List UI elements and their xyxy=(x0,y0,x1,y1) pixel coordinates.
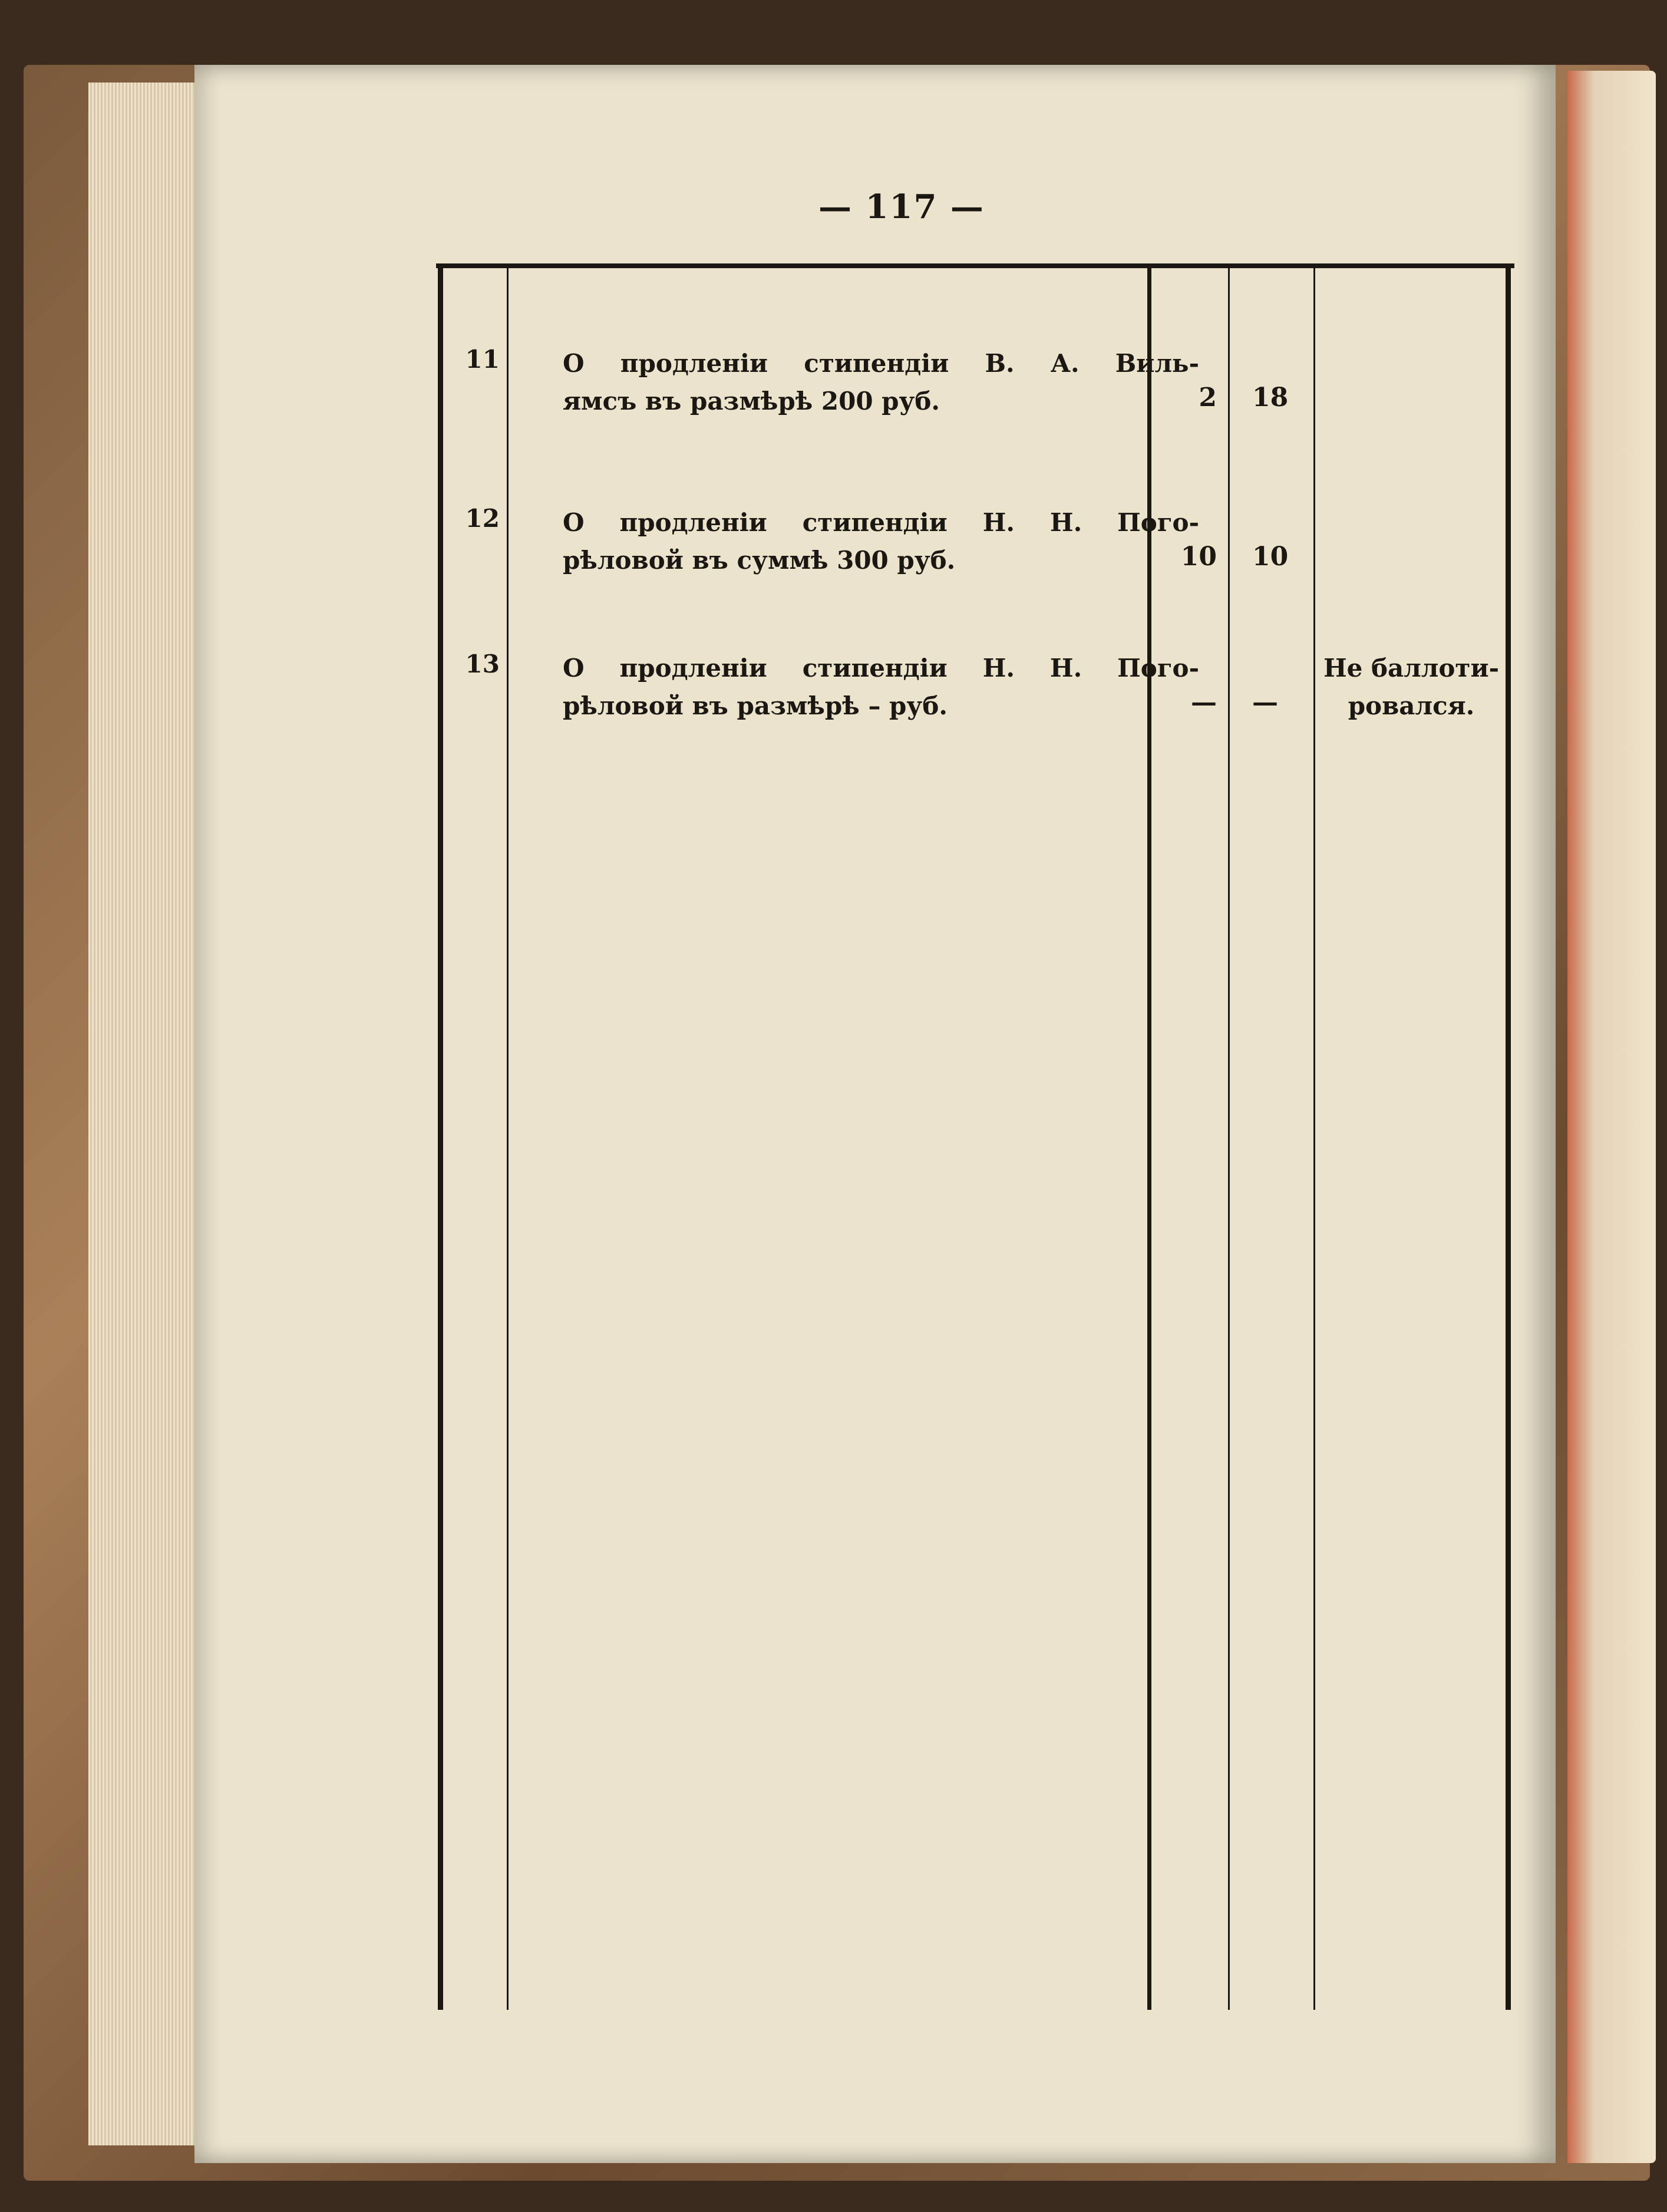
row-remark xyxy=(1317,650,1506,725)
row-remark-line-2: ровался. xyxy=(1348,691,1475,720)
row-description xyxy=(563,504,1199,579)
table-number-column-divider xyxy=(507,268,509,2010)
table-left-border xyxy=(438,268,443,2010)
row-description-line-2: ямсъ въ размѣрѣ 200 руб. xyxy=(563,387,940,416)
facing-page-edge xyxy=(1567,71,1656,2163)
row-number: 12 xyxy=(465,504,500,533)
votes-for: 10 xyxy=(1180,542,1217,572)
table-remark-column-divider xyxy=(1313,268,1315,2010)
table-right-border xyxy=(1506,268,1511,2010)
row-description-line-2: рѣловой въ суммѣ 300 руб. xyxy=(563,546,956,575)
row-number: 11 xyxy=(465,345,500,374)
votes-for: — xyxy=(1191,687,1217,717)
row-remark-line-1: Не баллоти- xyxy=(1323,654,1500,683)
table-top-rule xyxy=(436,263,1514,268)
votes-against: 18 xyxy=(1252,383,1289,413)
votes-for: 2 xyxy=(1199,383,1217,413)
row-number: 13 xyxy=(465,650,500,678)
row-description-line-2: рѣловой въ размѣрѣ – руб. xyxy=(563,691,948,720)
page-number: — 117 — xyxy=(818,187,985,226)
table-value-column-divider xyxy=(1228,268,1230,2010)
votes-against: 10 xyxy=(1252,542,1289,572)
row-description xyxy=(563,650,1199,725)
row-description-line-1: О продленіи стипендіи Н. Н. Пого- xyxy=(563,654,1199,683)
row-description-line-1: О продленіи стипендіи Н. Н. Пого- xyxy=(563,508,1199,537)
row-description-line-1: О продленіи стипендіи В. А. Виль- xyxy=(563,349,1199,378)
votes-against: — xyxy=(1252,687,1278,717)
row-description xyxy=(563,345,1199,420)
